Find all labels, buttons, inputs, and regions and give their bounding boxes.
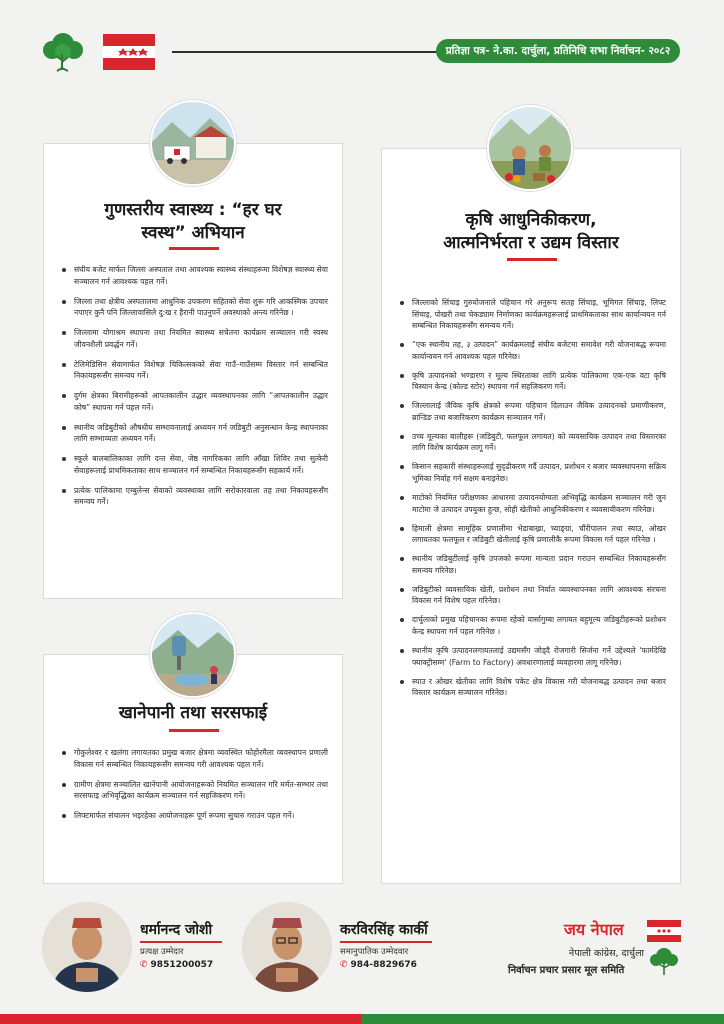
committee-name: निर्वाचन प्रचार प्रसार मूल समिति (508, 965, 625, 976)
avatar (242, 902, 332, 992)
list-item: ग्रामीण क्षेत्रमा सञ्चालित खानेपानी आयोजनाहरूको नियमित सञ्चालन गरि मर्मत-सम्भार तथा सरसफाइ अभिवृद्धिका कार्यक्रम सञ्चालन गर्न सहजिकरण गर्ने। (60, 779, 328, 802)
candidate-divider (340, 941, 432, 943)
party-flag-icon (647, 920, 681, 942)
health-list (60, 264, 328, 516)
candidate-phone-number: 984-8829676 (350, 960, 417, 970)
title-underline (169, 247, 219, 250)
list-item: टेलिमेडिसिन सेवामार्फत विशेषज्ञ चिकित्सकको सेवा गाउँ–गाउँसम्म विस्तार गर्न सम्बन्धित निकायहरूसँग समन्वय गर्ने। (60, 359, 328, 382)
list-item: स्थानीय कृषि उत्पादनलगायतलाई उद्यमसँग जोड्दै रोजगारी सिर्जना गर्ने उद्देश्यले 'फार्मदेखि फ्याक्ट्रीसम्म' (Farm to Factory) अवधारणालाई व्यवहारमा लागू गरिनेछ। (398, 645, 666, 668)
agriculture-title-line-2: आत्मनिर्भरता र उद्यम विस्तार (443, 232, 619, 253)
health-illustration (150, 100, 236, 186)
agriculture-card (381, 148, 681, 884)
organization-name: नेपाली कांग्रेस, दार्चुला (568, 948, 644, 959)
candidate-role: प्रत्यक्ष उम्मेदार (140, 947, 184, 957)
candidate-phone-number: 9851200057 (150, 960, 214, 970)
candidate-name: धर्मानन्द जोशी (140, 922, 213, 938)
candidate-role: समानुपातिक उम्मेदवार (340, 947, 409, 957)
bottom-bar-red (0, 1014, 362, 1024)
candidate-divider (140, 941, 222, 943)
list-item: जडिबुटीको व्यवसायिक खेती, प्रशोधन तथा निर्यात व्यवस्थापनका लागि आवश्यक संरचना विकास गर्न विशेष पहल गरिनेछ। (398, 584, 666, 607)
list-item: जिल्लामा योगाश्रम स्थापना तथा नियमित स्वास्थ्य सचेतना कार्यक्रम सञ्चालन गरी स्वस्थ जीवनशैली प्रवर्द्धन गर्ने। (60, 327, 328, 350)
slogan: जय नेपाल (564, 920, 624, 939)
candidate-phone (140, 960, 213, 970)
header-banner: प्रतिज्ञा पत्र- ने.का. दार्चुला, प्रतिनिधि सभा निर्वाचन- २०८२ (436, 39, 680, 63)
list-item: स्याउ र ओखर खेतीका लागि विशेष पकेट क्षेत्र विकास गरी योजनाबद्ध उत्पादन तथा बजार विस्तार कार्यक्रम सञ्चालन गरिनेछ। (398, 676, 666, 699)
health-title-line-1: गुणस्तरीय स्वास्थ्य : “हर घर (104, 200, 282, 220)
phone-icon: ✆ (340, 960, 348, 970)
candidate-phone (340, 960, 417, 970)
list-item: स्कूले बालबालिकाका लागि दन्त सेवा, जेष्ठ नागरिकका लागि आँखा शिविर तथा सुत्केरी सेवाहरूलाई प्राथमिकताका साथ सञ्चालन गर्न सम्बन्धित निकायहरूसँग सहकार्य गर्ने। (60, 453, 328, 476)
water-list (60, 747, 328, 830)
list-item: दार्चुलाको प्रमुख पहिचानका रूपमा रहेको यार्सागुम्बा लगायत बहुमूल्य जडिबुटीहरूको प्रशोधन केन्द्र स्थापना गर्न पहल गरिनेछ । (398, 614, 666, 637)
tree-logo-icon (40, 30, 86, 74)
water-title: खानेपानी तथा सरसफाई (118, 703, 268, 723)
list-item: कृषि उत्पादनको भण्डारण र मूल्य स्थिरताका लागि प्रत्येक पालिकामा एक-एक वटा कृषि चिस्यान केन्द्र (कोल्ड स्टोर) स्थापना गर्न सहजिकरण गर्ने। (398, 370, 666, 393)
list-item: प्रत्येक पालिकामा एम्बुलेन्स सेवाको व्यवस्थाका लागि सरोकारवाला तह तथा निकायहरूसँग समन्वय गर्ने। (60, 485, 328, 508)
bottom-color-bar (0, 1014, 724, 1024)
agriculture-title-line-1: कृषि आधुनिकीकरण, (465, 210, 597, 230)
list-item: उच्च मूल्यका बालीहरू (जडिबुटी, फलफूल लगायत) को व्यवसायिक उत्पादन तथा विस्तारका लागि विशेष कार्यक्रम लागू गर्ने। (398, 431, 666, 454)
water-illustration (150, 612, 236, 698)
party-flag-icon (103, 34, 155, 70)
list-item: गोकुलेश्वर र खलंगा लगायतका प्रमुख बजार क्षेत्रमा व्यवस्थित फोहोरमैला व्यवस्थापन प्रणाली विकास गर्न सम्बन्धित निकायहरूसँग समन्वय गरी आवश्यक पहल गर्ने। (60, 747, 328, 770)
list-item: स्थानीय जडिबुटीलाई कृषि उपजको रूपमा मान्यता प्रदान गराउन सम्बन्धित निकायहरूसँग समन्वय गरिनेछ। (398, 553, 666, 576)
title-underline (169, 729, 219, 732)
list-item: दुर्गम क्षेत्रका बिरामीहरूको आपतकालीन उद्धार व्यवस्थापनका लागि “आपतकालीन उद्धार कोष” स्थापना गर्न पहल गर्ने। (60, 390, 328, 413)
title-underline (507, 258, 557, 261)
list-item: संघीय बजेट मार्फत जिल्ला अस्पताल तथा आवश्यक स्वास्थ्य संस्थाहरूमा विशेषज्ञ स्वास्थ्य सेवा सञ्चालन गर्न आवश्यक पहल गर्ने। (60, 264, 328, 287)
tree-logo-icon (648, 946, 680, 978)
list-item: माटोको नियमित परीक्षणका आधारमा उत्पादनयोग्यता अभिवृद्धि कार्यक्रम सञ्चालन गरी जुन माटोमा जे उत्पादन उपयुक्त हुन्छ, सोही खेतीको आधुनिकीकरण र व्यवसायीकरण गरिनेछ। (398, 492, 666, 515)
list-item: “एक स्थानीय तह, ३ उत्पादन” कार्यक्रमलाई संघीय बजेटमा समावेश गरी योजनाबद्ध रूपमा कार्यान्वयन गर्न आवश्यक पहल गरिनेछ। (398, 339, 666, 362)
list-item: जिल्लाको सिंचाइ गुरुयोजनाले पहिचान गरे अनुरूप सतह सिंचाइ, भूमिगत सिंचाइ, लिफ्ट सिंचाइ, पोखरी तथा चेकड्याम निर्माणका कार्यक्रमहरूलाई प्राथमिकताका साथ कार्यान्वयन गर्न सम्बन्धित निकायहरूसँग समन्वय गर्ने। (398, 297, 666, 332)
list-item: जिल्लालाई जैविक कृषि क्षेत्रको रूपमा पहिचान दिलाउन जैविक उत्पादनको प्रमाणीकरण, ब्रान्डिङ तथा बजारिकरण कार्यक्रम सञ्चालन गर्ने। (398, 400, 666, 423)
list-item: किसान सहकारी संस्थाहरूलाई सुदृढीकरण गर्दै उत्पादन, प्रशोधन र बजार व्यवस्थापनमा सक्रिय भूमिका निर्वाह गर्न सक्षम बनाइनेछ। (398, 461, 666, 484)
health-title-line-2: स्वस्थ” अभियान (141, 222, 245, 243)
list-item: लिफ्टमार्फत संचालन भइरहेका आयोजनाहरू पूर्ण रूपमा सुचारु गराउन पहल गर्ने। (60, 810, 328, 822)
list-item: स्थानीय जडिबुटीको औषधीय सम्भावनालाई अध्ययन गर्न जडिबुटी अनुसन्धान केन्द्र स्थापनाका लागि सम्भाव्यता अध्ययन गर्ने। (60, 422, 328, 445)
health-title (44, 199, 342, 245)
phone-icon: ✆ (140, 960, 148, 970)
list-item: जिल्ला तथा क्षेत्रीय अस्पतालमा आधुनिक उपकरण सहितको सेवा शुरू गरि आकस्मिक उपचार नपाएर कुनै पनि जिल्लावासिले दु:ख र हैरानी पाउनुपर्ने अवस्थाको अन्त्य गरिनेछ । (60, 296, 328, 319)
avatar (42, 902, 132, 992)
agriculture-title (382, 209, 680, 255)
agriculture-list (398, 297, 666, 706)
bottom-bar-green (362, 1014, 724, 1024)
health-card (43, 143, 343, 599)
candidate-name: करविरसिंह कार्की (340, 922, 428, 938)
agriculture-illustration (487, 105, 573, 191)
list-item: हिमाली क्षेत्रमा सामूहिक प्रणालीमा भेडाबाख्रा, च्याङ्ग्रा, चौंरीपालन तथा स्याउ, ओखर लगायतका फलफूल र जडिबुटी खेतीलाई कृषि प्रणालीकै रूपमा विकास गर्न पहल गरिनेछ । (398, 523, 666, 546)
